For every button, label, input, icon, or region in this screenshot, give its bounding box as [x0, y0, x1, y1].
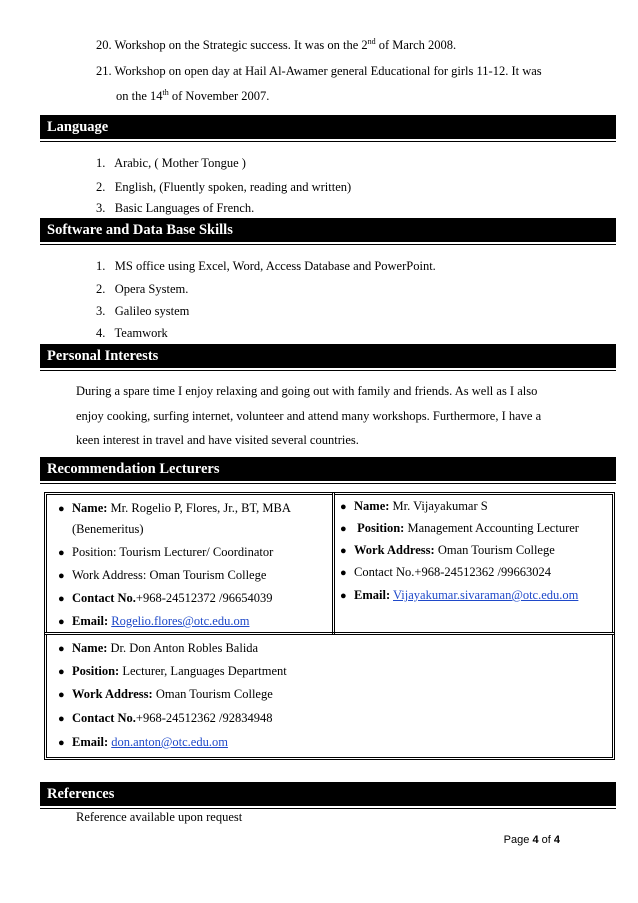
workshop-text-end: of March 2008. — [375, 38, 457, 52]
field-label: Work Address: — [354, 543, 435, 557]
bullet-icon: ● — [58, 737, 65, 749]
email-link[interactable]: don.anton@otc.edu.om — [111, 735, 228, 749]
section-title: Recommendation Lecturers — [47, 461, 220, 477]
header-underline — [40, 141, 616, 142]
lecturer3-email — [58, 735, 228, 750]
language-label: English, (Fluently spoken, reading and written) — [114, 180, 352, 194]
field-label: Email: — [354, 588, 391, 602]
field-label: Name: — [72, 641, 108, 655]
workshop-item-21 — [96, 64, 542, 79]
field-value: Work Address: Oman Tourism College — [72, 568, 267, 582]
field-label: Email: — [72, 735, 109, 749]
lecturer1-name-cont: (Benemeritus) — [72, 522, 144, 536]
lecturer2-name — [340, 499, 488, 514]
lecturer1-contact — [58, 591, 272, 606]
field-value: Oman Tourism College — [152, 687, 273, 701]
language-item: 1. Arabic, ( Mother Tongue ) — [96, 156, 246, 170]
field-value: +968-24512372 /96654039 — [135, 591, 273, 605]
section-header-software — [40, 218, 616, 242]
section-header-references — [40, 782, 616, 806]
section-title: Personal Interests — [47, 348, 159, 364]
page-current: 4 — [532, 834, 539, 846]
ordinal-suffix: nd — [367, 37, 376, 46]
lecturer2-contact — [340, 565, 551, 580]
lecturer3-position — [58, 664, 287, 679]
bullet-icon: ● — [58, 547, 65, 559]
header-underline — [40, 370, 616, 371]
bullet-icon: ● — [58, 643, 65, 655]
bullet-icon: ● — [340, 567, 347, 579]
field-label: Position: — [72, 664, 120, 678]
page-total: 4 — [553, 834, 560, 846]
page-number — [504, 834, 560, 846]
field-value: Oman Tourism College — [434, 543, 555, 557]
bullet-icon: ● — [58, 689, 65, 701]
lecturer3-name — [58, 641, 258, 656]
skill-item: 2. Opera System. — [96, 282, 189, 296]
email-link[interactable]: Rogelio.flores@otc.edu.om — [111, 614, 250, 628]
field-value: Contact No.+968-24512362 /99663024 — [354, 565, 551, 579]
interests-paragraph-line: enjoy cooking, surfing internet, volunteer and attend many workshops. Furthermore, I have a — [76, 409, 542, 423]
skill-label: Galileo system — [114, 304, 190, 318]
lecturer1-work — [58, 568, 266, 583]
workshop-text: Workshop on the Strategic success. It was on the 2 — [114, 38, 368, 52]
field-label: Name: — [354, 499, 390, 513]
email-link[interactable]: Vijayakumar.sivaraman@otc.edu.om — [393, 588, 579, 602]
section-title: References — [47, 786, 115, 802]
bullet-icon: ● — [58, 666, 65, 678]
bullet-icon: ● — [58, 616, 65, 628]
header-underline — [40, 244, 616, 245]
section-header-interests — [40, 344, 616, 368]
lecturer2-position — [340, 521, 579, 536]
bullet-icon: ● — [340, 523, 347, 535]
skill-label: Opera System. — [114, 282, 189, 296]
lecturer1-email — [58, 614, 249, 629]
lecturer1-name — [58, 501, 291, 516]
field-label: Work Address: — [72, 687, 153, 701]
language-label: Basic Languages of French. — [114, 201, 255, 215]
bullet-icon: ● — [58, 570, 65, 582]
bullet-icon: ● — [340, 501, 347, 513]
lecturer3-work — [58, 687, 273, 702]
language-label: Arabic, ( Mother Tongue ) — [114, 156, 246, 170]
workshop-num: 20. — [96, 38, 112, 52]
field-value: Mr. Vijayakumar S — [389, 499, 488, 513]
references-text: Reference available upon request — [76, 810, 243, 824]
workshop-item-20 — [96, 38, 456, 53]
lecturer2-work — [340, 543, 555, 558]
skill-item: 4. Teamwork — [96, 326, 168, 340]
field-label: Contact No. — [72, 591, 136, 605]
field-value: +968-24512362 /92834948 — [135, 711, 273, 725]
section-header-language — [40, 115, 616, 139]
bullet-icon: ● — [58, 593, 65, 605]
skill-item: 3. Galileo system — [96, 304, 190, 318]
lecturer2-email — [340, 588, 578, 603]
bullet-icon: ● — [58, 713, 65, 725]
field-label: Contact No. — [72, 711, 136, 725]
skill-label: Teamwork — [114, 326, 168, 340]
page-label: Page — [503, 834, 530, 846]
workshop-text: on the 14 — [116, 89, 163, 103]
bullet-icon: ● — [340, 545, 347, 557]
interests-paragraph-line: keen interest in travel and have visited several countries. — [76, 433, 359, 447]
header-underline — [40, 808, 616, 809]
skill-item: 1. MS office using Excel, Word, Access Database and PowerPoint. — [96, 259, 436, 273]
language-item: 3. Basic Languages of French. — [96, 201, 255, 215]
bullet-icon: ● — [340, 590, 347, 602]
field-label: Position: — [357, 521, 405, 535]
workshop-text-end: of November 2007. — [168, 89, 270, 103]
ordinal-suffix: th — [162, 88, 169, 97]
workshop-item-21-cont — [116, 89, 269, 104]
field-value: Management Accounting Lecturer — [404, 521, 579, 535]
section-header-recommendation — [40, 457, 616, 481]
field-label: Name: — [72, 501, 108, 515]
field-value: Dr. Don Anton Robles Balida — [107, 641, 259, 655]
header-underline — [40, 483, 616, 484]
interests-paragraph-line: During a spare time I enjoy relaxing and going out with family and friends. As well as I also — [76, 384, 538, 398]
lecturer3-contact — [58, 711, 272, 726]
section-title: Software and Data Base Skills — [47, 222, 233, 238]
lecturer1-position — [58, 545, 273, 560]
field-label: Email: — [72, 614, 109, 628]
field-value: Lecturer, Languages Department — [119, 664, 287, 678]
bullet-icon: ● — [58, 503, 65, 515]
workshop-num: 21. — [96, 64, 112, 78]
field-value: Mr. Rogelio P, Flores, Jr., BT, MBA — [107, 501, 291, 515]
field-value: Position: Tourism Lecturer/ Coordinator — [72, 545, 274, 559]
page-of: of — [541, 834, 551, 846]
skill-label: MS office using Excel, Word, Access Database and PowerPoint. — [114, 259, 436, 273]
section-title: Language — [47, 119, 109, 135]
workshop-text: Workshop on open day at Hail Al-Awamer general Educational for girls 11-12. It was — [114, 64, 542, 78]
language-item: 2. English, (Fluently spoken, reading and written) — [96, 180, 352, 194]
